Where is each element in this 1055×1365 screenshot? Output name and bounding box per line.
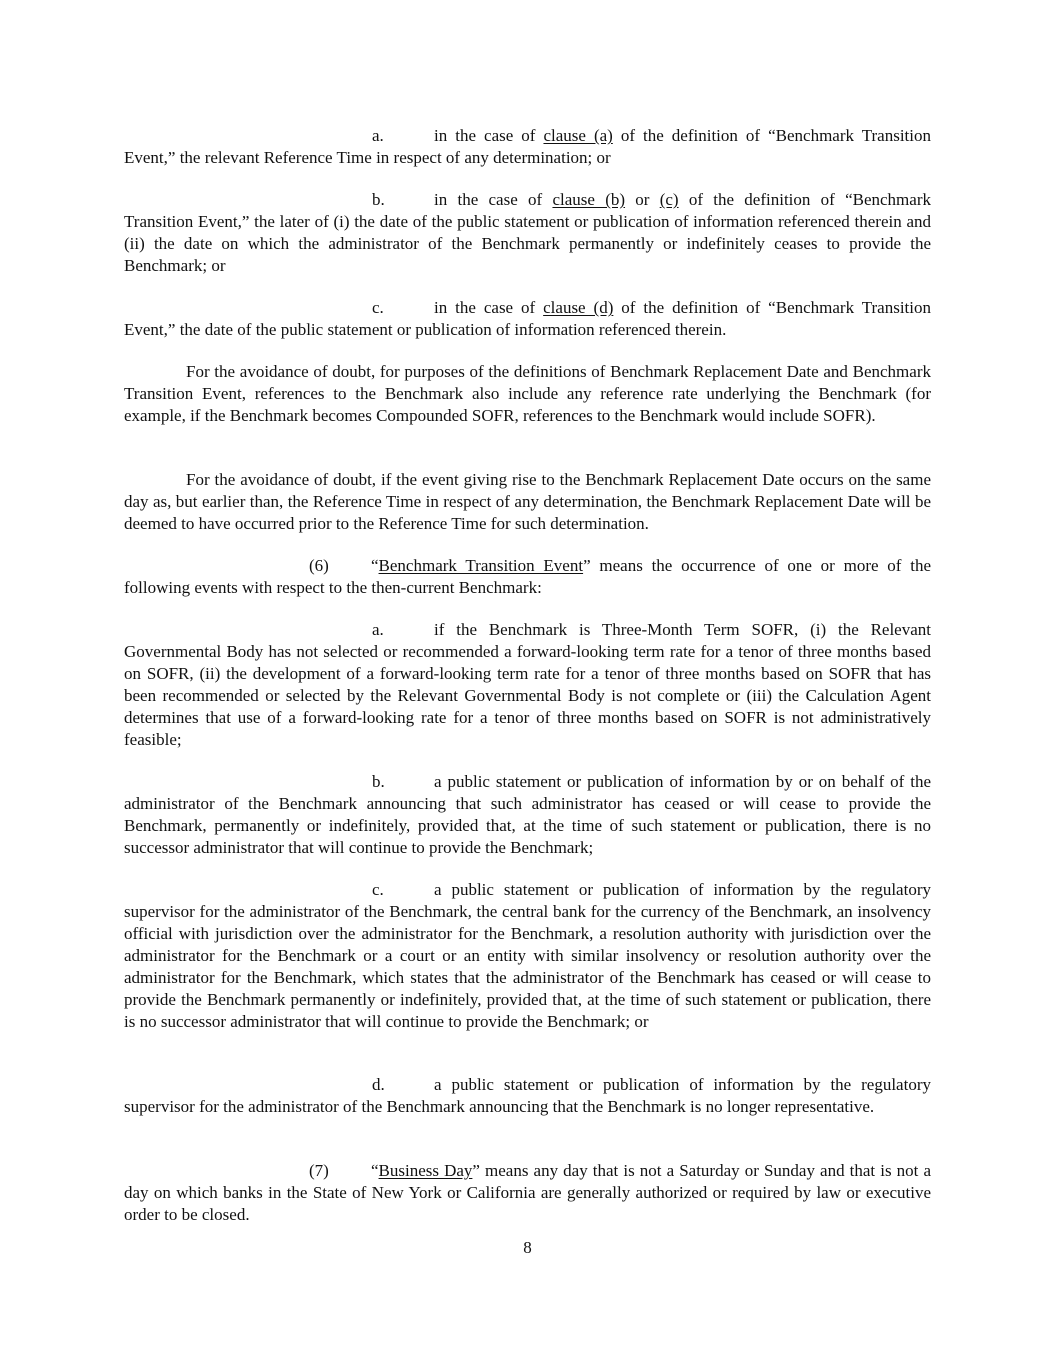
list-marker: c. — [372, 298, 384, 317]
paragraph-c-clause-d — [124, 297, 931, 341]
text-run: ” means any day that is not a Saturday or Sunday and that is not a day on which banks in the State of New York or California are generally authorized or required by law or executive order to be closed. — [124, 1161, 931, 1224]
list-marker: a. — [372, 126, 384, 145]
text-run: of the definition of “Benchmark Transition Event,” the date of the public statement or publication of information referenced therein. — [124, 298, 931, 339]
text-run: a public statement or publication of information by the regulatory supervisor for the administrator of the Benchmark, the central bank for the currency of the Benchmark, an insolvency official with jurisdiction over the administrator for the Benchmark, a resolution authority with jurisdiction over the administrator for the Benchmark or a court or an entity with similar insolvency or resolution authority over the administrator for the Benchmark, which states that the administrator of the Benchmark has ceased or will cease to provide the Benchmark permanently or indefinitely, provided that, at the time of such statement or publication, there is no successor administrator that will continue to provide the Benchmark; or — [124, 880, 931, 1031]
paragraph-7-business-day — [124, 1160, 931, 1226]
text-run: in the case of — [434, 126, 544, 145]
text-run: in the case of — [434, 190, 553, 209]
clause-a-reference: clause (a) — [543, 126, 613, 145]
list-marker: b. — [372, 772, 385, 791]
list-marker: c. — [372, 880, 384, 899]
defined-term-business-day: Business Day — [378, 1161, 473, 1180]
list-marker: b. — [372, 190, 385, 209]
paragraph-6-benchmark-transition-event — [124, 555, 931, 599]
list-marker: a. — [372, 620, 384, 639]
section-number: (6) — [309, 556, 329, 575]
text-run: a public statement or publication of information by or on behalf of the administrator of the Benchmark announcing that such administrator has ceased or will cease to provide the Benchmark, permanently or indefinitely, provided that, at the time of such statement or publication, there is no successor administrator that will continue to provide the Benchmark; — [124, 772, 931, 857]
text-run: of the definition of “Benchmark Transition Event,” the relevant Reference Time in respect of any determination; or — [124, 126, 931, 167]
text-run: or — [625, 190, 660, 209]
page-number: 8 — [523, 1238, 532, 1257]
list-marker: d. — [372, 1075, 385, 1094]
text-run: a public statement or publication of information by the regulatory supervisor for the administrator of the Benchmark announcing that the Benchmark is no longer representative. — [124, 1075, 931, 1116]
clause-d-reference: clause (d) — [543, 298, 614, 317]
paragraph-event-a — [124, 619, 931, 751]
paragraph-avoidance-definitions: For the avoidance of doubt, for purposes of the definitions of Benchmark Replacement Date and Benchmark Transition Event, references to the Benchmark also include any reference rate underlying the Benchmark (for example, if the Benchmark becomes Compounded SOFR, references to the Benchmark would include SOFR). — [124, 362, 931, 425]
text-run: in the case of — [434, 298, 544, 317]
paragraph-event-c — [124, 879, 931, 1033]
defined-term-benchmark-transition-event: Benchmark Transition Event — [378, 556, 584, 575]
paragraph-event-b — [124, 771, 931, 859]
text-run: “ — [371, 1161, 379, 1180]
section-number: (7) — [309, 1161, 329, 1180]
paragraph-b-clause-b-c — [124, 189, 931, 277]
text-run: if the Benchmark is Three-Month Term SOFR, (i) the Relevant Governmental Body has not selected or recommended a forward-looking term rate for a tenor of three months based on SOFR, (ii) the development of a forward-looking term rate for a tenor of three months based on SOFR that has been recommended or selected by the Relevant Governmental Body is not complete or (iii) the Calculation Agent determines that use of a forward-looking rate for a tenor of three months based on SOFR is not administratively feasible; — [124, 620, 931, 749]
text-run: “ — [371, 556, 379, 575]
text-run: of the definition of “Benchmark Transition Event,” the later of (i) the date of the public statement or publication of information referenced therein and (ii) the date on which the administrator of the Benchmark permanently or indefinitely ceases to provide the Benchmark; or — [124, 190, 931, 275]
clause-b-reference: clause (b) — [552, 190, 626, 209]
text-run: ” means the occurrence of one or more of the following events with respect to the then-current Benchmark: — [124, 556, 932, 597]
paragraph-a-clause-a — [124, 125, 931, 169]
paragraph-event-d — [124, 1074, 931, 1118]
paragraph-avoidance-timing: For the avoidance of doubt, if the event giving rise to the Benchmark Replacement Date occurs on the same day as, but earlier than, the Reference Time in respect of any determination, the Benchmark Replacement Date will be deemed to have occurred prior to the Reference Time for such determination. — [124, 470, 931, 533]
clause-c-reference: (c) — [659, 190, 679, 209]
